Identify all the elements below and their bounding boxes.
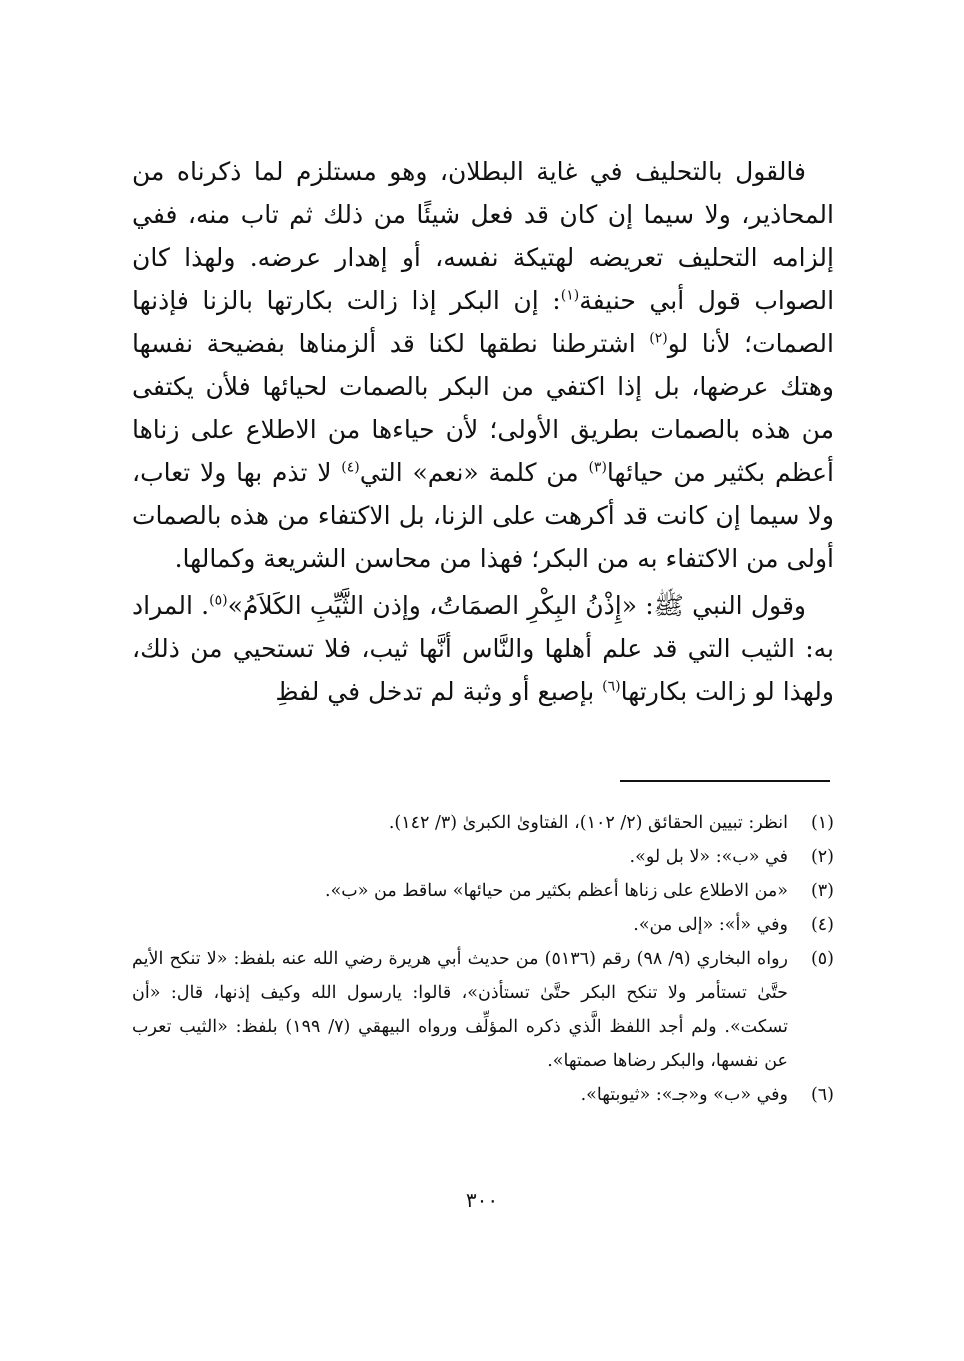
footnote-text: في «ب»: «لا بل لو». xyxy=(629,847,788,867)
paragraph-2 xyxy=(132,584,834,713)
footnote-text: وفي «أ»: «إلى من». xyxy=(633,915,788,935)
footnote-text: رواه البخاري (٩/ ٩٨) رقم (٥١٣٦) من حديث أبي هريرة رضي الله عنه بلفظ: «لا تنكح الأيم حتَّىٰ تستأمر ولا تنكح البكر حتَّىٰ تستأذن»، قالوا: يارسول الله وكيف إذنها، قال: «أن تسكت». ولم أجد اللفظ الَّذي ذكره المؤلِّف ورواه البيهقي (٧/ ١٩٩) بلفظ: «الثيب تعرب عن نفسها، والبكر رضاها صمتها». xyxy=(132,949,788,1071)
footnote-2 xyxy=(132,840,834,874)
footnote-number: (٢) xyxy=(810,847,834,867)
footnote-ref-5[interactable]: (٥) xyxy=(209,592,228,609)
paragraph-1 xyxy=(132,150,834,580)
main-text xyxy=(132,150,834,713)
footnote-number: (١) xyxy=(810,813,834,833)
footnote-6 xyxy=(132,1078,834,1112)
text-run: لا تذم بها ولا تعاب، ولا سيما إن كانت قد أكرهت على الزنا، بل الاكتفاء من هذه بالصمات أولى من الاكتفاء به من البكر؛ فهذا من محاسن الشريعة وكمالها. xyxy=(132,458,834,573)
footnote-ref-3[interactable]: (٣) xyxy=(588,459,607,476)
text-run: من كلمة «نعم» التي xyxy=(359,458,589,487)
text-run: : إن البكر إذا زالت بكارتها بالزنا فإذنها الصمات؛ لأنا لو xyxy=(132,286,834,358)
footnotes xyxy=(132,806,834,1112)
footnote-ref-4[interactable]: (٤) xyxy=(341,459,360,476)
footnote-separator xyxy=(620,780,830,782)
footnote-text: انظر: تبيين الحقائق (٢/ ١٠٢)، الفتاوىٰ الكبرىٰ (٣/ ١٤٢). xyxy=(388,813,788,833)
footnote-4 xyxy=(132,908,834,942)
footnote-number: (٦) xyxy=(810,1085,834,1105)
text-run: . المراد به: الثيب التي قد علم أهلها والنَّاس أنَّها ثيب، فلا تستحيي من ذلك، ولهذا لو زالت بكارتها xyxy=(132,591,834,706)
footnote-ref-2[interactable]: (٢) xyxy=(649,330,668,347)
text-run: بإصبع أو وثبة لم تدخل في لفظِ xyxy=(275,677,603,706)
footnote-3 xyxy=(132,874,834,908)
footnote-number: (٣) xyxy=(810,881,834,901)
footnote-number: (٤) xyxy=(810,915,834,935)
footnote-text: وفي «ب» و«جـ»: «ثيوبتها». xyxy=(580,1085,788,1105)
page-number: ٣٠٠ xyxy=(465,1188,499,1212)
footnote-1 xyxy=(132,806,834,840)
text-run: فالقول بالتحليف في غاية البطلان، وهو مستلزم لما ذكرناه من المحاذير، ولا سيما إن كان قد فعل شيئًا من ذلك ثم تاب منه، ففي إلزامه التحليف تعريضه لهتيكة نفسه، أو إهدار عرضه. ولهذا كان الصواب قول أبي حنيفة xyxy=(132,157,835,315)
footnote-ref-1[interactable]: (١) xyxy=(560,287,580,304)
text-run: وقول النبي ﷺ: «إِذْنُ البِكْرِ الصمَاتُ، وإذن الثَّيِّبِ الكَلاَمُ» xyxy=(227,591,806,620)
text-run: اشترطنا نطقها لكنا قد ألزمناها بفضيحة نفسها وهتك عرضها، بل إذا اكتفي من البكر بالصمات لحيائها فلأن يكتفى من هذه بالصمات بطريق الأولى؛ لأن حياءها من الاطلاع على زناها أعظم بكثير من حيائها xyxy=(132,329,834,487)
footnote-number: (٥) xyxy=(810,949,834,969)
footnote-5 xyxy=(132,942,834,1078)
footnote-ref-6[interactable]: (٦) xyxy=(602,678,621,695)
footnote-text: «من الاطلاع على زناها أعظم بكثير من حيائها» ساقط من «ب». xyxy=(325,881,788,901)
